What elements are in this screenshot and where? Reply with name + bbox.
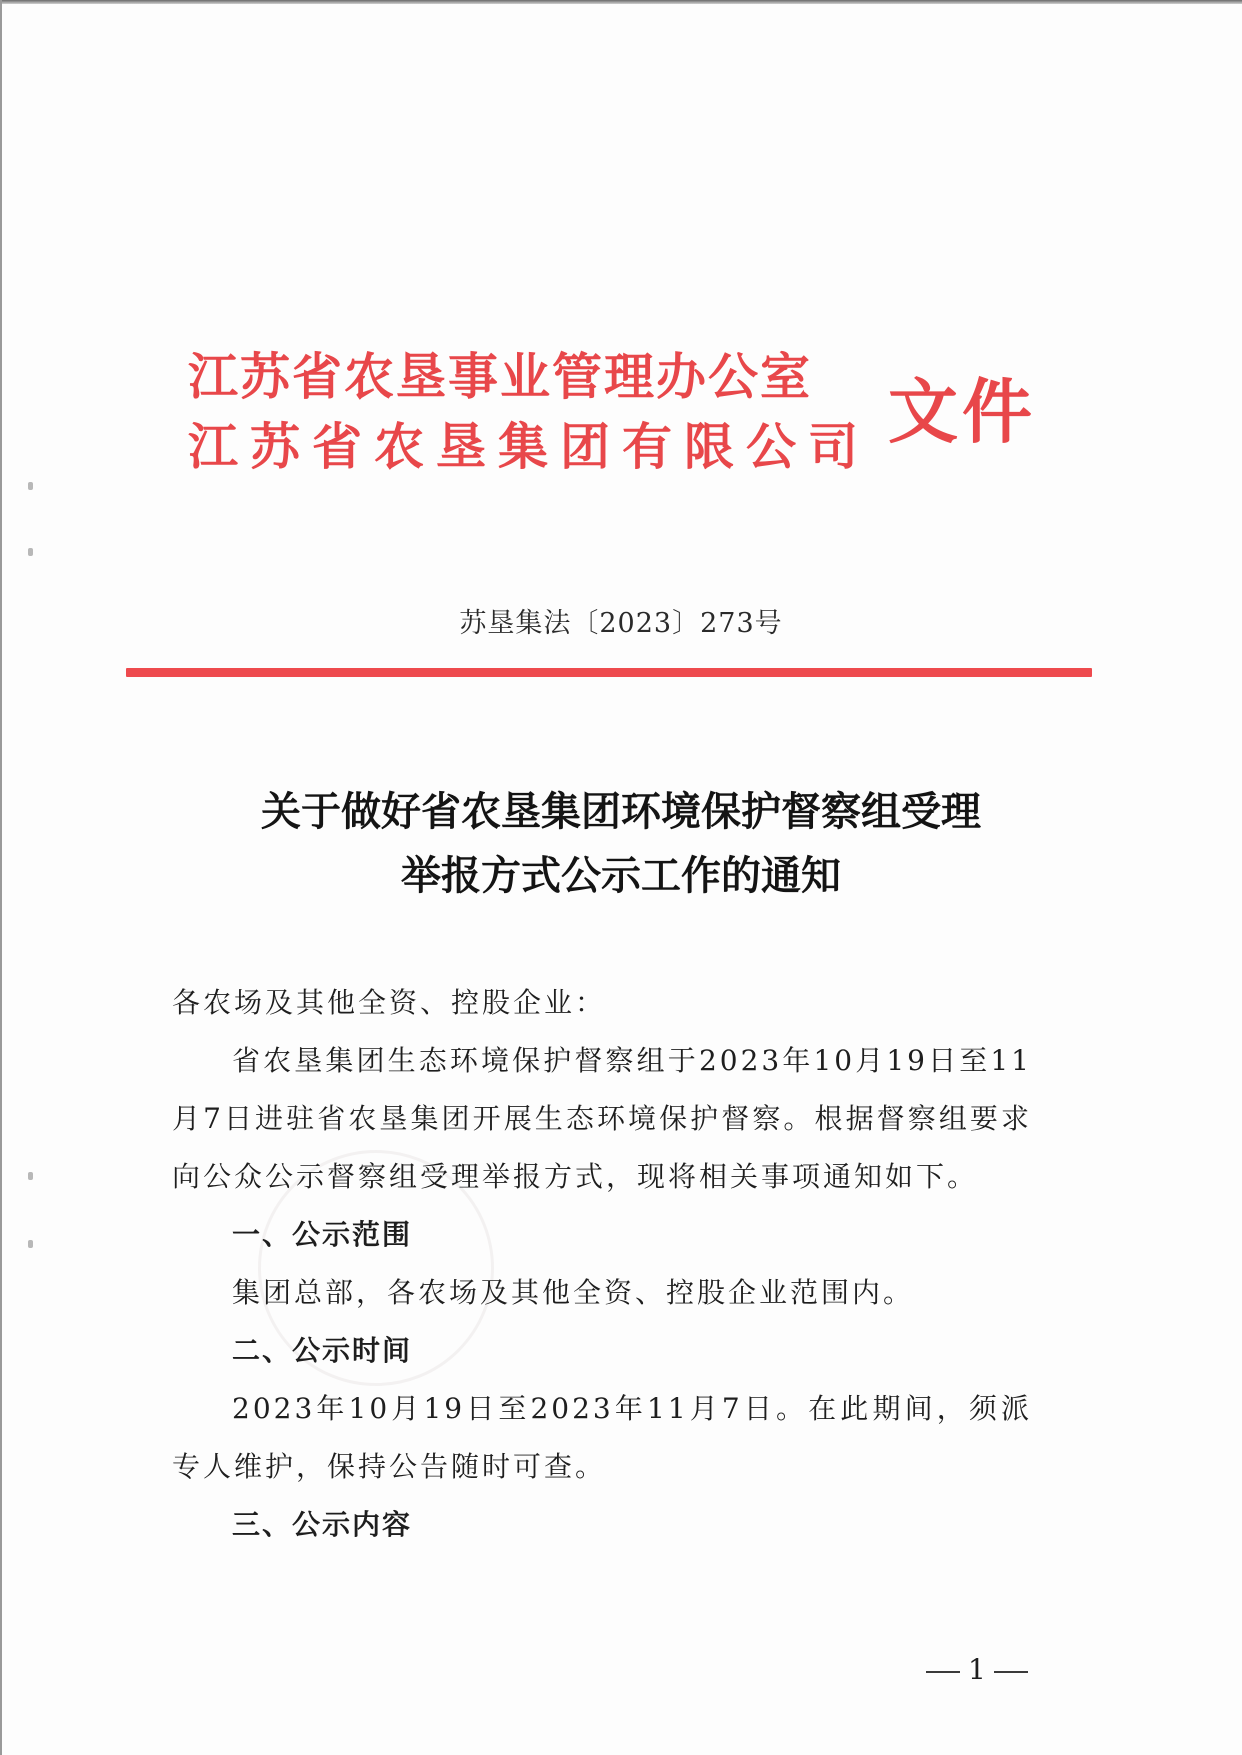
intro-paragraph: 省农垦集团生态环境保护督察组于2023年10月19日至11月7日进驻省农垦集团开展生态环境保护督察。根据督察组要求向公众公示督察组受理举报方式，现将相关事项通知如下。: [172, 1044, 1032, 1193]
scan-speck: [28, 1172, 33, 1180]
scan-speck: [28, 482, 33, 490]
scan-speck: [28, 1240, 33, 1248]
page-number-value: 1: [968, 1653, 986, 1686]
section-heading-content: 三、公示内容: [232, 1508, 413, 1541]
section-heading-scope: 一、公示范围: [232, 1218, 413, 1251]
scan-speck: [28, 548, 33, 556]
title-line-2: 举报方式公示工作的通知: [401, 853, 841, 899]
document-body: [172, 974, 1032, 1554]
issuing-organizations: [188, 342, 870, 482]
document-title: [150, 780, 1092, 908]
page-number: [918, 1650, 1036, 1690]
document-type-label: 文件: [888, 371, 1036, 453]
org-name-2: 江苏省农垦集团有限公司: [188, 418, 870, 476]
scan-edge-left: [0, 0, 2, 1755]
org-name-1: 江苏省农垦事业管理办公室: [188, 348, 812, 406]
section-heading-period: 二、公示时间: [232, 1334, 413, 1367]
red-separator-line: [126, 668, 1092, 677]
page-number-dash-left: [926, 1671, 960, 1673]
title-line-1: 关于做好省农垦集团环境保护督察组受理: [261, 789, 981, 835]
salutation: 各农场及其他全资、控股企业：: [172, 986, 607, 1019]
section-text-scope: 集团总部，各农场及其他全资、控股企业范围内。: [232, 1276, 915, 1309]
scan-edge-top: [0, 0, 1242, 4]
document-number: 苏垦集法〔2023〕273号: [459, 608, 783, 639]
page-number-dash-right: [994, 1671, 1028, 1673]
document-header: [188, 342, 1058, 492]
section-text-period: 2023年10月19日至2023年11月7日。在此期间，须派专人维护，保持公告随时可查。: [172, 1392, 1032, 1483]
